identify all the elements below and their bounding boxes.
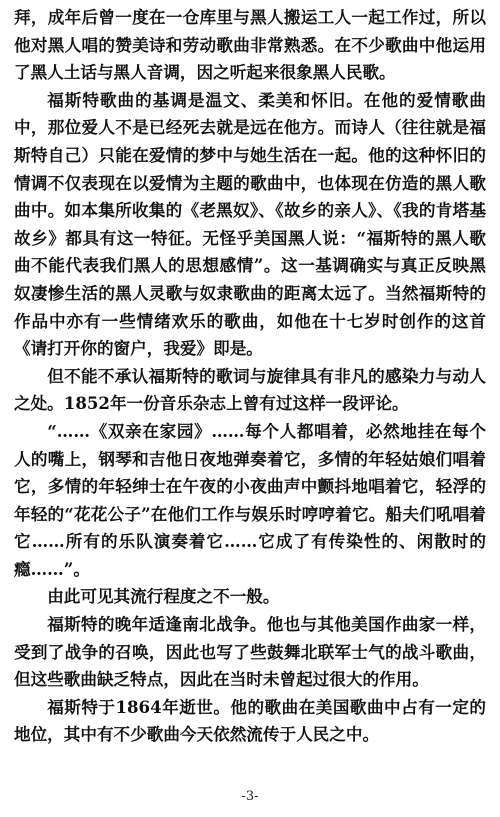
body-text — [14, 4, 486, 749]
paragraph-7: 福斯特于1864年逝世。他的歌曲在美国歌曲中占有一定的地位，其中有不少歌曲今天依然流传于人民之中。 — [14, 696, 486, 745]
paragraph-2: 福斯特歌曲的基调是温文、柔美和怀旧。在他的爱情歌曲中，那位爱人不是已经死去就是远在他方。而诗人（往往就是福斯特自己）只能在爱情的梦中与她生活在一起。他的这种怀旧的情调不仅表现在以爱情为主题的歌曲中，也体现在仿造的黑人歌曲中。如本集所收集的《老黑奴》、《故乡的亲人》、《我的肯塔基故乡》都具有这一特征。无怪乎美国黑人说：“福斯特的黑人歌曲不能代表我们黑人的思想感情”。这一基调确实与真正反映黑奴凄惨生活的黑人灵歌与奴隶歌曲的距离太远了。当然福斯特的作品中亦有一些情绪欢乐的歌曲，如他在十七岁时创作的这首《请打开你的窗户，我爱》即是。 — [14, 89, 486, 359]
paragraph-5: 由此可见其流行程度之不一般。 — [47, 586, 280, 607]
paragraph-3: 但不能不承认福斯特的歌词与旋律具有非凡的感染力与动人之处。1852年一份音乐杂志上曾有过这样一段评论。 — [14, 365, 486, 414]
paragraph-4-quote: “……《双亲在家园》……每个人都唱着，必然地挂在每个人的嘴上，钢琴和吉他日夜地弹奏着它，多情的年轻姑娘们唱着它，多情的年轻绅士在午夜的小夜曲声中颤抖地唱着它，轻浮的年轻的“花花公子”在他们工作与娱乐时哼哼着它。船夫们吼唱着它……所有的乐队演奏着它……它成了有传染性的、闲散时的瘾……”。 — [14, 420, 486, 579]
page-number: -3- — [241, 789, 259, 804]
paragraph-6: 福斯特的晚年适逢南北战争。他也与其他美国作曲家一样，受到了战争的召唤，因此也写了些鼓舞北联军士气的战斗歌曲，但这些歌曲缺乏特点，因此在当时未曾起过很大的作用。 — [14, 614, 486, 690]
paragraph-1: 拜，成年后曾一度在一仓库里与黑人搬运工人一起工作过，所以他对黑人唱的赞美诗和劳动歌曲非常熟悉。在不少歌曲中他运用了黑人土话与黑人音调，因之听起来很象黑人民歌。 — [14, 7, 486, 83]
